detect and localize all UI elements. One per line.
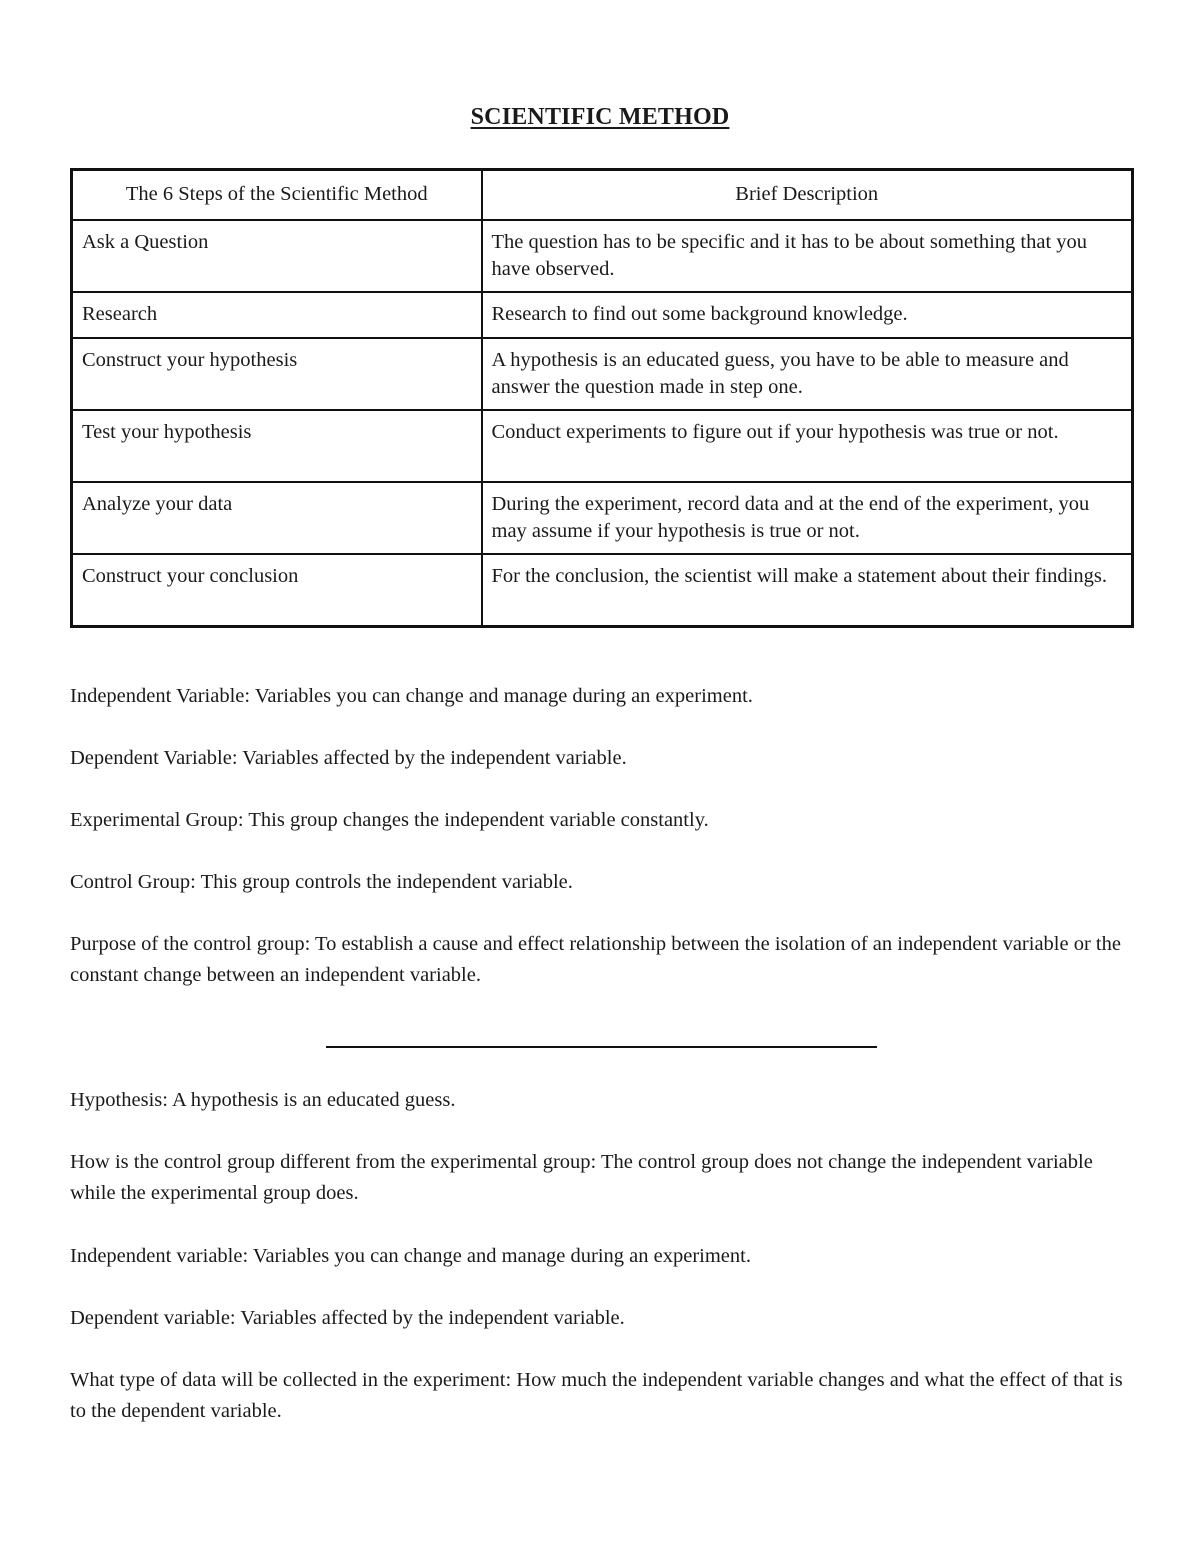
definition-control-group-purpose: Purpose of the control group: To establish a cause and effect relationship between the isolation of an independent variable or the constant change between an independent variable. bbox=[70, 933, 1121, 986]
definition-control-group: Control Group: This group controls the independent variable. bbox=[70, 871, 573, 893]
answer-data-collected: What type of data will be collected in the experiment: How much the independent variable changes and what the effect of that is to the dependent variable. bbox=[70, 1369, 1123, 1422]
step-name: Construct your hypothesis bbox=[72, 338, 482, 410]
section-divider bbox=[326, 1046, 877, 1048]
table-row bbox=[72, 292, 1133, 338]
page-title: SCIENTIFIC METHOD bbox=[470, 104, 730, 130]
answer-dependent-variable: Dependent variable: Variables affected by the independent variable. bbox=[70, 1307, 625, 1329]
step-name: Construct your conclusion bbox=[72, 554, 482, 627]
answer-control-vs-experimental: How is the control group different from the experimental group: The control group does not change the independent variable while the experimental group does. bbox=[70, 1151, 1093, 1204]
step-name: Test your hypothesis bbox=[72, 410, 482, 482]
step-description: For the conclusion, the scientist will make a statement about their findings. bbox=[482, 554, 1133, 627]
answer-hypothesis: Hypothesis: A hypothesis is an educated guess. bbox=[70, 1089, 456, 1111]
table-row bbox=[72, 482, 1133, 554]
step-description: During the experiment, record data and at the end of the experiment, you may assume if your hypothesis is true or not. bbox=[482, 482, 1133, 554]
step-name: Research bbox=[72, 292, 482, 338]
definition-experimental-group: Experimental Group: This group changes the independent variable constantly. bbox=[70, 809, 709, 831]
step-name: Ask a Question bbox=[72, 220, 482, 292]
table-header-steps: The 6 Steps of the Scientific Method bbox=[72, 170, 482, 221]
table-header-row bbox=[72, 170, 1133, 221]
steps-table bbox=[70, 168, 1134, 628]
table-row bbox=[72, 220, 1133, 292]
definition-independent-variable: Independent Variable: Variables you can change and manage during an experiment. bbox=[70, 685, 753, 707]
answer-independent-variable: Independent variable: Variables you can change and manage during an experiment. bbox=[70, 1245, 751, 1267]
table-header-description: Brief Description bbox=[482, 170, 1133, 221]
table-row bbox=[72, 410, 1133, 482]
step-description: Conduct experiments to figure out if your hypothesis was true or not. bbox=[482, 410, 1133, 482]
step-description: The question has to be specific and it has to be about something that you have observed. bbox=[482, 220, 1133, 292]
step-name: Analyze your data bbox=[72, 482, 482, 554]
definition-dependent-variable: Dependent Variable: Variables affected by the independent variable. bbox=[70, 747, 627, 769]
step-description: Research to find out some background knowledge. bbox=[482, 292, 1133, 338]
step-description: A hypothesis is an educated guess, you have to be able to measure and answer the question made in step one. bbox=[482, 338, 1133, 410]
table-row bbox=[72, 338, 1133, 410]
table-row bbox=[72, 554, 1133, 627]
